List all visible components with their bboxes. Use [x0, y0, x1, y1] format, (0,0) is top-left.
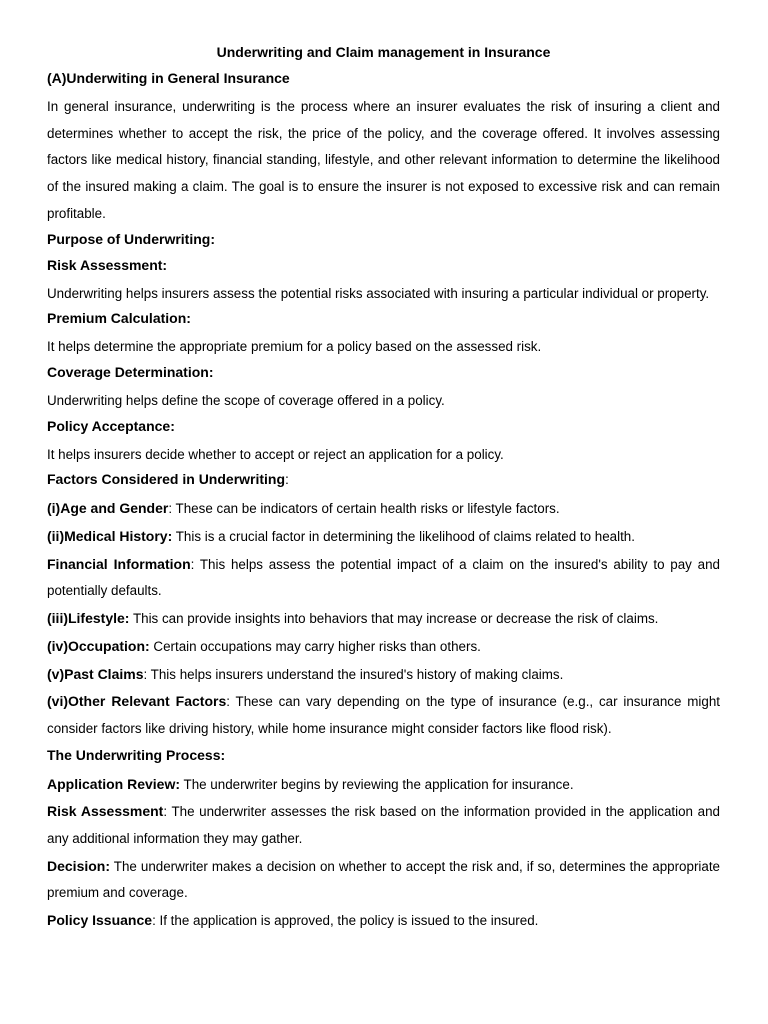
factor-label: (v)Past Claims	[47, 665, 144, 682]
factors-heading-colon: :	[285, 471, 289, 488]
factors-heading	[47, 469, 720, 489]
purpose-item-text: It helps insurers decide whether to accept or reject an application for a policy.	[47, 446, 504, 462]
process-text: : If the application is approved, the policy is issued to the insured.	[152, 913, 539, 929]
factor-item	[47, 688, 720, 742]
purpose-item-heading: Premium Calculation:	[47, 310, 191, 327]
factor-item	[47, 523, 720, 551]
factor-text: : This helps assess the potential impact of a claim on the insured's ability to pay and potentially defaults.	[47, 556, 720, 599]
factor-item	[47, 633, 720, 661]
factor-text: : These can be indicators of certain health risks or lifestyle factors.	[168, 501, 560, 517]
factor-label: Financial Information	[47, 555, 191, 572]
factor-text: : These can vary depending on the type of insurance (e.g., car insurance might consider factors like driving history, while home insurance might consider factors like flood risk).	[47, 694, 720, 736]
factor-text: : This helps insurers understand the insured's history of making claims.	[143, 666, 564, 682]
process-label: Risk Assessment	[47, 803, 164, 820]
factor-text: This is a crucial factor in determining the likelihood of claims related to health.	[172, 529, 635, 545]
factors-heading-text: Factors Considered in Underwriting	[47, 471, 286, 488]
factor-text: Certain occupations may carry higher risks than others.	[149, 638, 481, 654]
process-item	[47, 771, 720, 799]
process-label: Decision:	[47, 857, 111, 874]
process-label: Policy Issuance	[47, 912, 153, 929]
process-label: Application Review:	[47, 775, 181, 792]
factor-item	[47, 605, 720, 633]
process-heading: The Underwriting Process:	[47, 746, 226, 763]
process-text: The underwriter makes a decision on whether to accept the risk and, if so, determines the appropriate premium and coverage.	[47, 858, 720, 901]
factor-text: This can provide insights into behaviors that may increase or decrease the risk of claims.	[129, 611, 659, 627]
process-item	[47, 798, 720, 852]
process-item	[47, 907, 720, 935]
factor-label: (vi)Other Relevant Factors	[47, 693, 227, 710]
factor-item	[47, 495, 720, 523]
purpose-item-text: It helps determine the appropriate premium for a policy based on the assessed risk.	[47, 339, 542, 355]
section-a-heading: (A)Underwiting in General Insurance	[47, 70, 290, 86]
factor-label: (i)Age and Gender	[47, 500, 169, 517]
purpose-heading: Purpose of Underwriting:	[47, 230, 215, 247]
factor-label: (iii)Lifestyle:	[47, 610, 130, 627]
document-title: Underwriting and Claim management in Insurance	[216, 44, 551, 60]
section-a-intro: In general insurance, underwriting is the process where an insurer evaluates the risk of insuring a client and determines whether to accept the risk, the price of the policy, and the coverage offered. It involves assessing factors like medical history, financial standing, lifestyle, and other relevant information to determine the likelihood of the insured making a claim. The goal is to ensure the insurer is not exposed to excessive risk and can remain profitable.	[47, 99, 720, 221]
factor-label: (iv)Occupation:	[47, 637, 150, 654]
process-item	[47, 853, 720, 907]
factor-label: (ii)Medical History:	[47, 528, 173, 545]
process-text: : The underwriter assesses the risk based on the information provided in the application and any additional information they may gather.	[47, 804, 720, 847]
purpose-item-heading: Risk Assessment:	[47, 256, 168, 273]
factor-item	[47, 551, 720, 605]
purpose-item-heading: Coverage Determination:	[47, 363, 214, 380]
process-text: The underwriter begins by reviewing the application for insurance.	[180, 776, 574, 792]
purpose-item-text: Underwriting helps define the scope of coverage offered in a policy.	[47, 392, 445, 408]
purpose-item-text: Underwriting helps insurers assess the potential risks associated with insuring a particular individual or property.	[47, 285, 710, 301]
factor-item	[47, 661, 720, 689]
purpose-item-heading: Policy Acceptance:	[47, 417, 175, 434]
